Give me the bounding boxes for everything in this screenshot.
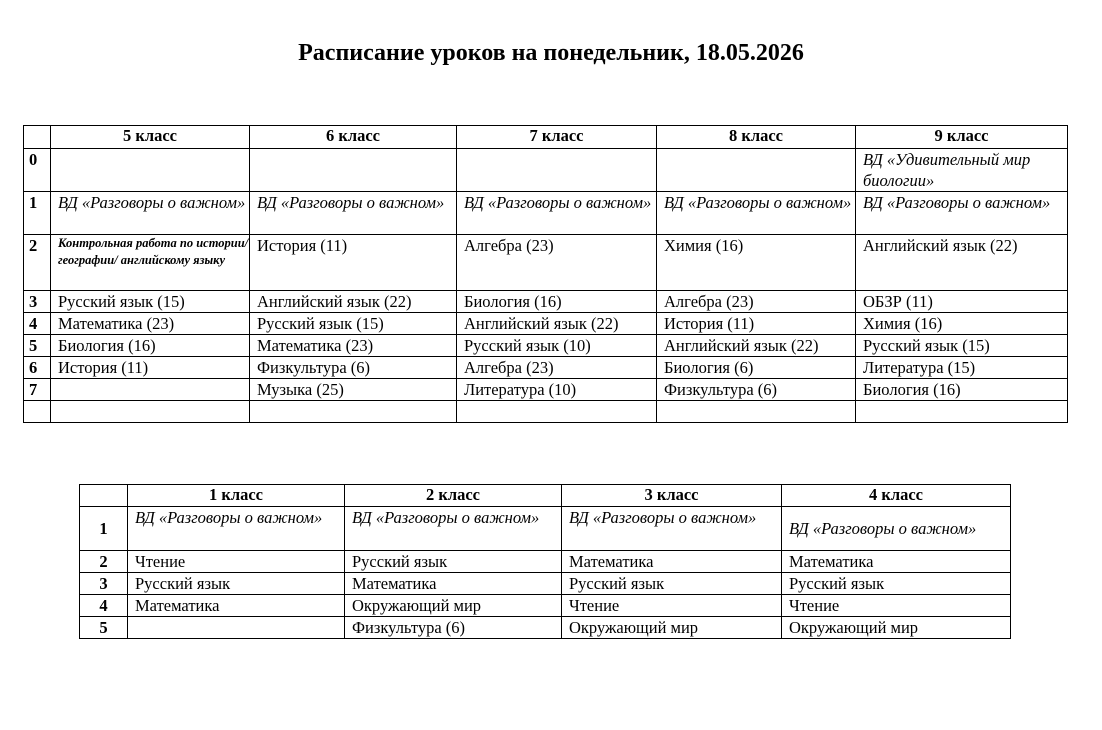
- table-cell: Химия (16): [856, 313, 1068, 335]
- table-row: [24, 335, 1068, 357]
- table-cell: История (11): [657, 313, 856, 335]
- table-cell: [657, 401, 856, 423]
- lesson-number: [24, 401, 51, 423]
- table-cell: Физкультура (6): [250, 357, 457, 379]
- table-cell: Чтение: [562, 595, 782, 617]
- table-cell: Музыка (25): [250, 379, 457, 401]
- table-cell: ВД «Разговоры о важном»: [250, 192, 457, 235]
- header-cell: 8 класс: [657, 126, 856, 149]
- table-cell: Литература (15): [856, 357, 1068, 379]
- table-cell: Биология (16): [856, 379, 1068, 401]
- senior-schedule-table: [23, 125, 1068, 423]
- table-cell: Русский язык: [782, 573, 1011, 595]
- table-cell: Математика: [562, 551, 782, 573]
- table-cell: [128, 617, 345, 639]
- table-cell: ВД «Разговоры о важном»: [128, 507, 345, 551]
- table-row: [24, 291, 1068, 313]
- table-header-row: [80, 485, 1011, 507]
- lesson-number: 4: [80, 595, 128, 617]
- table-cell: Математика (23): [250, 335, 457, 357]
- junior-schedule-table: [79, 484, 1011, 639]
- table-cell: Математика (23): [51, 313, 250, 335]
- table-row: [80, 507, 1011, 551]
- table-cell: [51, 149, 250, 192]
- lesson-number: 2: [24, 235, 51, 291]
- table-cell: Русский язык (15): [856, 335, 1068, 357]
- table-cell: Биология (16): [51, 335, 250, 357]
- table-cell: Биология (16): [457, 291, 657, 313]
- table-cell: ВД «Разговоры о важном»: [562, 507, 782, 551]
- table-row: [24, 379, 1068, 401]
- header-cell: 9 класс: [856, 126, 1068, 149]
- header-cell: 4 класс: [782, 485, 1011, 507]
- table-cell: ОБЗР (11): [856, 291, 1068, 313]
- table-cell: Окружающий мир: [562, 617, 782, 639]
- table-cell: Русский язык: [562, 573, 782, 595]
- table-cell: Математика: [128, 595, 345, 617]
- table-row: [80, 595, 1011, 617]
- table-cell: Чтение: [782, 595, 1011, 617]
- table-cell: Биология (6): [657, 357, 856, 379]
- lesson-number: 6: [24, 357, 51, 379]
- table-cell: [250, 149, 457, 192]
- table-header-row: [24, 126, 1068, 149]
- header-cell: [24, 126, 51, 149]
- lesson-number: 3: [80, 573, 128, 595]
- header-cell: 2 класс: [345, 485, 562, 507]
- table-cell: [457, 149, 657, 192]
- table-cell: ВД «Разговоры о важном»: [856, 192, 1068, 235]
- table-cell: ВД «Разговоры о важном»: [457, 192, 657, 235]
- table-cell: [250, 401, 457, 423]
- lesson-number: 1: [80, 507, 128, 551]
- table-cell: Литература (10): [457, 379, 657, 401]
- table-cell: Математика: [782, 551, 1011, 573]
- lesson-number: 5: [24, 335, 51, 357]
- table-cell: [51, 379, 250, 401]
- table-cell: Химия (16): [657, 235, 856, 291]
- header-cell: 7 класс: [457, 126, 657, 149]
- table-cell: ВД «Разговоры о важном»: [657, 192, 856, 235]
- table-cell: Алгебра (23): [657, 291, 856, 313]
- table-cell: Английский язык (22): [657, 335, 856, 357]
- table-cell: Чтение: [128, 551, 345, 573]
- table-cell: История (11): [51, 357, 250, 379]
- table-cell: Физкультура (6): [345, 617, 562, 639]
- table-row: [24, 313, 1068, 335]
- header-cell: 5 класс: [51, 126, 250, 149]
- lesson-number: 3: [24, 291, 51, 313]
- header-cell: 6 класс: [250, 126, 457, 149]
- table-cell: Русский язык: [345, 551, 562, 573]
- table-cell: Русский язык: [128, 573, 345, 595]
- table-cell: Русский язык (15): [51, 291, 250, 313]
- lesson-number: 0: [24, 149, 51, 192]
- table-cell: ВД «Разговоры о важном»: [51, 192, 250, 235]
- table-cell: ВД «Удивительный мир биологии»: [856, 149, 1068, 192]
- lesson-number: 2: [80, 551, 128, 573]
- table-row: [80, 617, 1011, 639]
- table-row: [24, 401, 1068, 423]
- table-row: [24, 149, 1068, 192]
- lesson-number: 1: [24, 192, 51, 235]
- table-cell: Русский язык (10): [457, 335, 657, 357]
- table-cell: ВД «Разговоры о важном»: [782, 507, 1011, 551]
- table-cell: Английский язык (22): [856, 235, 1068, 291]
- table-cell: Алгебра (23): [457, 357, 657, 379]
- table-row: [80, 551, 1011, 573]
- table-cell: Математика: [345, 573, 562, 595]
- table-cell: Английский язык (22): [457, 313, 657, 335]
- header-cell: 1 класс: [128, 485, 345, 507]
- table-row: [24, 235, 1068, 291]
- table-cell: Окружающий мир: [345, 595, 562, 617]
- table-cell: Физкультура (6): [657, 379, 856, 401]
- table-cell: Русский язык (15): [250, 313, 457, 335]
- table-cell: [51, 401, 250, 423]
- header-cell: [80, 485, 128, 507]
- lesson-number: 4: [24, 313, 51, 335]
- table-cell: [457, 401, 657, 423]
- table-cell: [856, 401, 1068, 423]
- table-cell: Окружающий мир: [782, 617, 1011, 639]
- table-row: [24, 357, 1068, 379]
- lesson-number: 5: [80, 617, 128, 639]
- header-cell: 3 класс: [562, 485, 782, 507]
- table-cell: Контрольная работа по истории/географии/ английскому языку: [51, 235, 250, 291]
- table-cell: Английский язык (22): [250, 291, 457, 313]
- table-cell: История (11): [250, 235, 457, 291]
- table-cell: Алгебра (23): [457, 235, 657, 291]
- lesson-number: 7: [24, 379, 51, 401]
- page-title: Расписание уроков на понедельник, 18.05.2026: [298, 40, 804, 66]
- table-row: [80, 573, 1011, 595]
- table-cell: [657, 149, 856, 192]
- table-cell: ВД «Разговоры о важном»: [345, 507, 562, 551]
- table-row: [24, 192, 1068, 235]
